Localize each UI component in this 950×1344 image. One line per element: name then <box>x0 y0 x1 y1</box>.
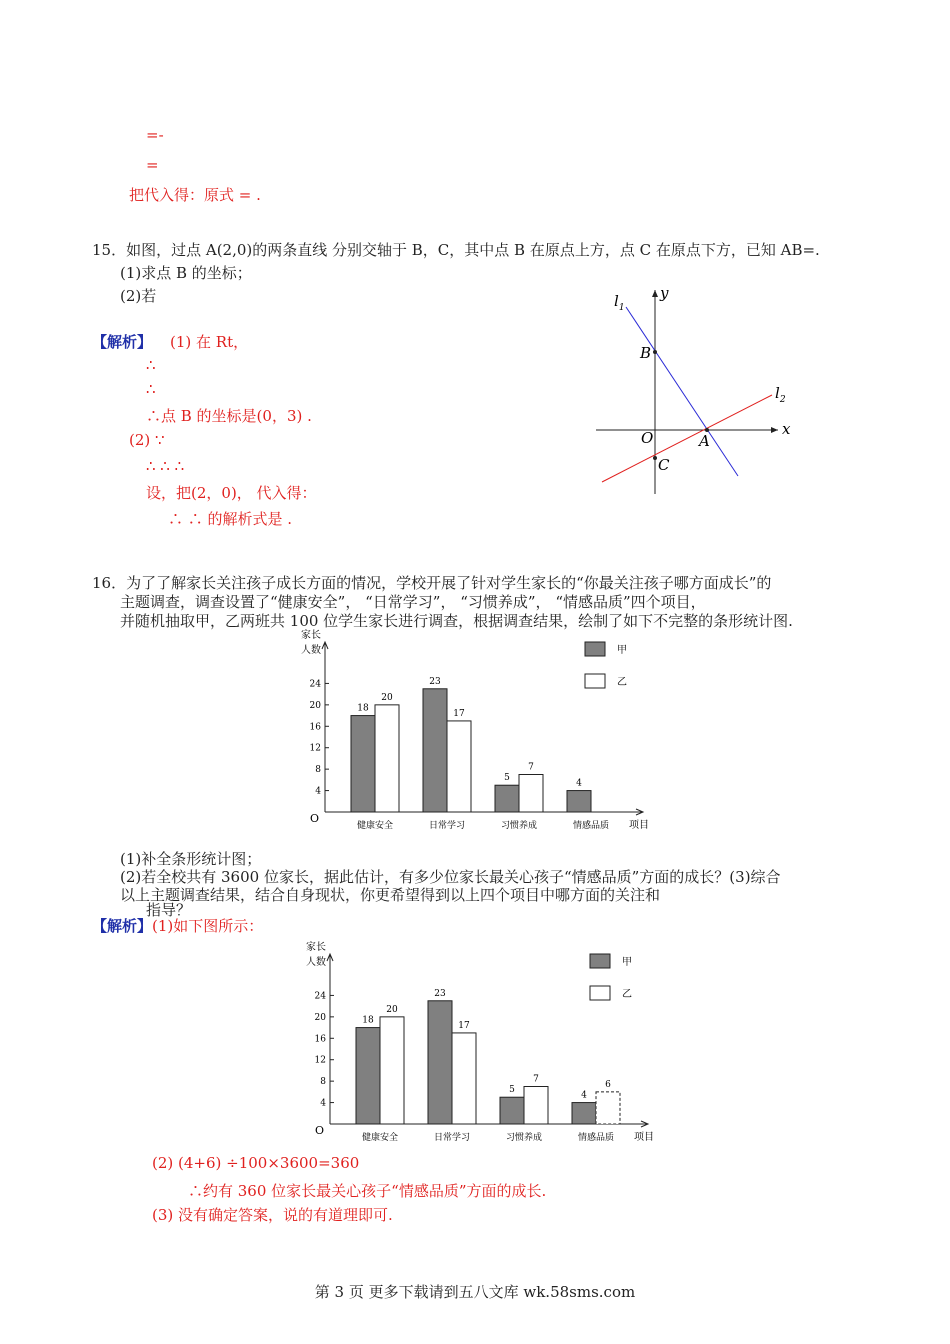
y-tick-label: 12 <box>309 743 321 754</box>
q16-stem-line1: 16．为了了解家长关注孩子成长方面的情况，学校开展了针对学生家长的“你最关注孩子哪方面成长”的 <box>92 574 772 592</box>
x-tick-label: 日常学习 <box>433 1133 471 1143</box>
y-tick-label: 24 <box>309 679 321 690</box>
bar-jia <box>567 791 591 812</box>
x-label: x <box>782 420 791 438</box>
o-label: O <box>641 429 654 447</box>
y-axis-label-line2: 人数 <box>301 645 321 656</box>
q15-sol8: ∴ ∴ 的解析式是 . <box>168 510 293 528</box>
y-label: y <box>660 284 669 302</box>
y-tick-label: 4 <box>320 1098 326 1109</box>
bar-value-label: 18 <box>362 1015 374 1026</box>
y-tick-label: 4 <box>315 786 321 797</box>
x-tick-label: 习惯养成 <box>500 821 538 831</box>
bar-yi <box>596 1092 620 1124</box>
q16-stem-line3: 并随机抽取甲，乙两班共 100 位学生家长进行调查，根据调查结果，绘制了如下不完整的条形统计图. <box>120 612 793 630</box>
q15-sol2: ∴ <box>146 356 156 374</box>
bar-yi <box>519 775 543 813</box>
legend-label: 乙 <box>617 677 627 688</box>
y-tick-label: 20 <box>309 700 321 711</box>
x-tick-label: 习惯养成 <box>505 1133 543 1143</box>
y-tick-label: 12 <box>314 1055 326 1066</box>
legend-swatch <box>585 642 605 656</box>
q16-part2-line3: 指导？ <box>146 901 192 919</box>
x-tick-label: 情感品质 <box>577 1133 615 1143</box>
bar-jia <box>351 716 375 812</box>
bar-jia <box>572 1103 596 1124</box>
q15-part2: (2)若 <box>120 287 157 305</box>
bar-jia <box>500 1097 524 1124</box>
x-tick-label: 健康安全 <box>361 1133 399 1143</box>
y-axis-label-line1: 家长 <box>306 942 326 953</box>
q15-sol4: ∴点 B 的坐标是(0，3) . <box>146 407 312 425</box>
q15-sol3: ∴ <box>146 380 156 398</box>
x-axis-label: 项目 <box>634 1132 654 1143</box>
bar-yi <box>452 1033 476 1124</box>
c-label: C <box>658 456 670 474</box>
legend-label: 甲 <box>617 645 627 656</box>
q16-part2-line1: (2)若全校共有 3600 位家长，据此估计，有多少位家长最关心孩子“情感品质”方面的成长？(3)综合 <box>120 868 781 886</box>
line-l2 <box>602 395 772 482</box>
y-axis-label-line1: 家长 <box>301 630 321 641</box>
line-l1 <box>626 307 738 476</box>
x-axis-label: 项目 <box>629 820 649 831</box>
bar-value-label: 20 <box>381 692 393 703</box>
y-tick-label: 20 <box>314 1012 326 1023</box>
bar-yi <box>375 705 399 812</box>
x-tick-label: 日常学习 <box>428 821 466 831</box>
q15-part1: (1)求点 B 的坐标； <box>120 264 252 282</box>
legend-swatch <box>585 674 605 688</box>
q15-sol5: (2) ∵ <box>129 431 165 449</box>
bar-value-label: 7 <box>533 1074 539 1085</box>
q15-sol6: ∴ ∴ ∴ <box>146 457 185 475</box>
bar-value-label: 23 <box>429 676 441 687</box>
bar-jia <box>356 1028 380 1124</box>
page-footer: 第 3 页 更多下载请到五八文库 wk.58sms.com <box>314 1283 636 1301</box>
y-tick-label: 16 <box>314 1034 326 1045</box>
x-tick-label: 健康安全 <box>356 821 394 831</box>
q15-stem: 15．如图，过点 A(2,0)的两条直线 分别交轴于 B，C，其中点 B 在原点上方，点 C 在原点下方，已知 AB=. <box>92 241 820 259</box>
q15-sol7: 设，把(2，0)， 代入得： <box>146 484 317 502</box>
q16-part1: (1)补全条形统计图； <box>120 850 262 868</box>
q16-answer-3: (3) 没有确定答案，说的有道理即可. <box>152 1206 393 1224</box>
q16-answer-2: (2) (4+6) ÷100×3600=360 <box>152 1154 360 1172</box>
y-axis-label-line2: 人数 <box>306 957 326 968</box>
legend-label: 甲 <box>622 957 632 968</box>
q16-stem-line2: 主题调查，调查设置了“健康安全”， “日常学习”， “习惯养成”， “情感品质”四个项目， <box>120 593 706 611</box>
bar-value-label: 5 <box>504 773 510 784</box>
bar-value-label: 4 <box>581 1090 587 1101</box>
bar-value-label: 18 <box>357 703 369 714</box>
q16-analysis-tag: 【解析】 <box>92 917 153 935</box>
bar-chart-1 <box>295 628 665 838</box>
bar-jia <box>495 785 519 812</box>
q14-result: 把代入得：原式 = . <box>129 186 261 204</box>
bar-yi <box>524 1087 548 1125</box>
bar-value-label: 7 <box>528 762 534 773</box>
origin-label: O <box>309 812 319 825</box>
a-label: A <box>699 432 710 450</box>
bar-value-label: 4 <box>576 778 582 789</box>
bar-value-label: 17 <box>453 708 465 719</box>
q16-part2-line2: 以上主题调查结果，结合自身现状，你更希望得到以上四个项目中哪方面的关注和 <box>120 886 661 904</box>
y-tick-label: 8 <box>315 765 321 776</box>
y-tick-label: 16 <box>309 722 321 733</box>
q16-answer-2b: ∴约有 360 位家长最关心孩子“情感品质”方面的成长. <box>188 1182 547 1200</box>
q15-sol1: (1) 在 Rt， <box>170 333 249 351</box>
q14-line2: = <box>146 156 159 174</box>
l1-label: $l_1$ <box>614 292 625 313</box>
origin-label: O <box>314 1124 324 1137</box>
bar-yi <box>380 1017 404 1124</box>
l2-label: $l_2$ <box>775 384 786 405</box>
y-tick-label: 8 <box>320 1077 326 1088</box>
q15-coordinate-figure <box>590 280 800 500</box>
bar-value-label: 17 <box>458 1020 470 1031</box>
bar-value-label: 20 <box>386 1004 398 1015</box>
bar-value-label: 5 <box>509 1085 515 1096</box>
q15-analysis-tag: 【解析】 <box>92 333 153 351</box>
bar-chart-2 <box>300 940 670 1150</box>
q16-analysis-1: (1)如下图所示： <box>152 917 264 935</box>
legend-label: 乙 <box>622 989 632 1000</box>
legend-swatch <box>590 986 610 1000</box>
b-label: B <box>640 344 652 362</box>
q14-line1: =- <box>146 126 164 144</box>
bar-value-label: 6 <box>605 1079 611 1090</box>
y-tick-label: 24 <box>314 991 326 1002</box>
bar-jia <box>428 1001 452 1124</box>
x-tick-label: 情感品质 <box>572 821 610 831</box>
bar-jia <box>423 689 447 812</box>
point-b <box>653 350 657 354</box>
point-c <box>653 456 657 460</box>
bar-yi <box>447 721 471 812</box>
legend-swatch <box>590 954 610 968</box>
bar-value-label: 23 <box>434 988 446 999</box>
